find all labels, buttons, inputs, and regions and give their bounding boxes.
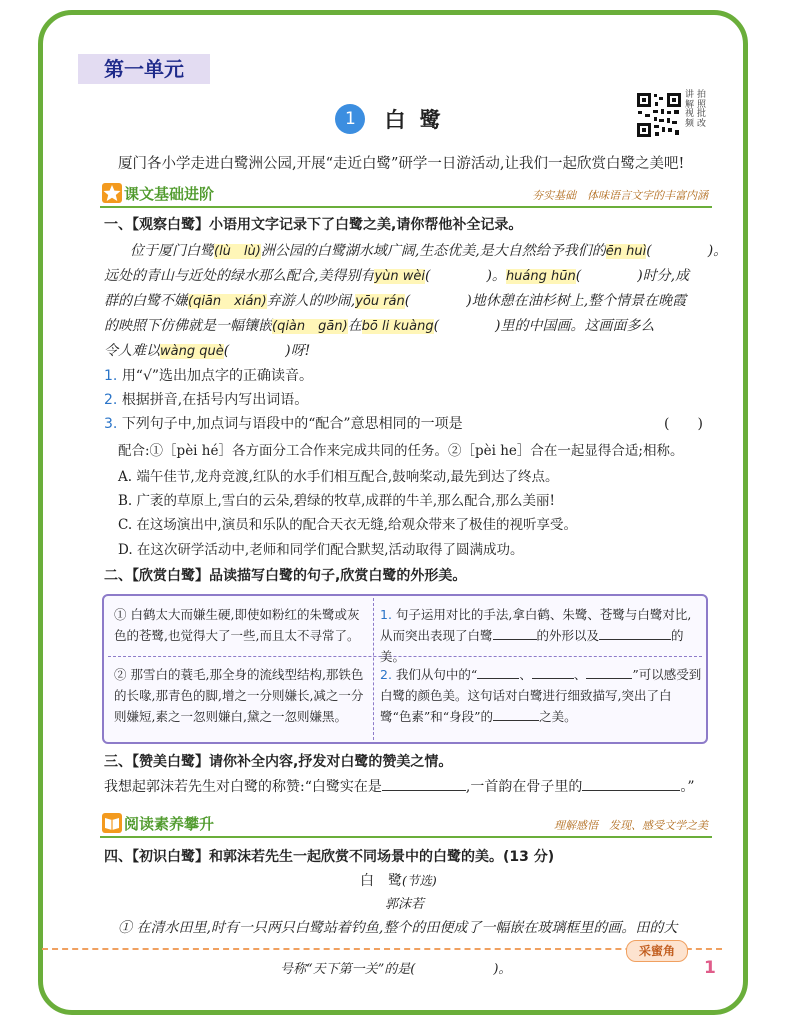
q1-option-c[interactable]: C. 在这场演出中,演员和乐队的配合天衣无缝,给观众带来了极佳的视听享受。 xyxy=(118,517,578,533)
section-reading-subtitle: 理解感悟 发现、感受文学之美 xyxy=(554,819,708,832)
q1-line-1: 位于厦门白鹭(lù lù)洲公园的白鹭湖水域广阔,生态优美,是大自然给予我们的ēn huì( )。 xyxy=(130,243,728,259)
q1-option-d[interactable]: D. 在这次研学活动中,老师和同学们配合默契,活动取得了圆满成功。 xyxy=(118,542,524,558)
q2-sentence-1: ① 白鹤太大而嫌生硬,即使如粉红的朱鹭或灰色的苍鹭,也觉得大了一些,而且太不寻常了。 xyxy=(114,607,360,643)
lesson-number-badge: 1 xyxy=(335,104,365,134)
section-basic-header xyxy=(100,182,712,208)
q1-line-4: 的映照下仿佛就是一幅镶嵌(qiàn gān)在bō li kuàng( )里的中国画。这画面多么 xyxy=(104,318,655,334)
blank-2[interactable] xyxy=(599,639,671,640)
q1-item-1: 1. 用“√”选出加点字的正确读音。 xyxy=(104,368,314,384)
page-number: 1 xyxy=(704,958,716,978)
passage-para-1: ① 在清水田里,时有一只两只白鹭站着钓鱼,整个的田便成了一幅嵌在玻璃框里的画。田的大 xyxy=(118,920,678,936)
intro-text: 厦门各小学走进白鹭洲公园,开展“走近白鹭”研学一日游活动,让我们一起欣赏白鹭之美吧! xyxy=(118,156,685,172)
q3-line: 我想起郭沫若先生对白鹭的称赞:“白鹭实在是 ,一首韵在骨子里的 。” xyxy=(104,779,695,795)
q1-option-a[interactable]: A. 端午佳节,龙舟竞渡,红队的水手们相互配合,鼓响桨动,最先到达了终点。 xyxy=(118,469,559,485)
blank-4[interactable] xyxy=(532,678,574,679)
q1-title: 一、【观察白鹭】小语用文字记录下了白鹭之美,请你帮他补全记录。 xyxy=(104,217,523,233)
lesson-title-row xyxy=(0,104,790,134)
passage-author: 郭沫若 xyxy=(385,897,425,912)
book-badge-icon xyxy=(102,813,122,833)
blank-7[interactable] xyxy=(382,790,466,791)
q2-sentence-2: ② 那雪白的蓑毛,那全身的流线型结构,那铁色的长喙,那青色的脚,增之一分则嫌长,减之一分则嫌短,素之一忽则嫌白,黛之一忽则嫌黑。 xyxy=(114,667,364,724)
section-reading-label: 阅读素养攀升 xyxy=(124,815,215,833)
blank-3[interactable] xyxy=(477,678,519,679)
passage-title: 白 鹭(节选) xyxy=(360,873,437,889)
q1-line-2: 远处的青山与近处的绿水那么配合,美得别有yùn wèi( )。huáng hūn( )时分,成 xyxy=(104,268,690,284)
q1-item-2: 2. 根据拼音,在括号内写出词语。 xyxy=(104,392,309,408)
q1-line-3: 群的白鹭不嫌(qiān xián)弃游人的吵闹,yōu rán( )地休憩在油杉树上,整个情景在晚霞 xyxy=(104,293,687,309)
q2-title: 二、【欣赏白鹭】品读描写白鹭的句子,欣赏白鹭的外形美。 xyxy=(104,568,467,584)
unit-tab: 第一单元 xyxy=(78,54,210,84)
section-basic-subtitle: 夯实基础 体味语言文字的丰富内涵 xyxy=(532,189,708,202)
q2-answer-2: 2. 我们从句中的“ 、 、 ”可以感受到白鹭的颜色美。这句话对白鹭进行细致描写,突出了白鹭“色素”和“身段”的 之美。 xyxy=(380,667,702,724)
q1-option-b[interactable]: B. 广袤的草原上,雪白的云朵,碧绿的牧草,成群的牛羊,那么配合,那么美丽! xyxy=(118,493,555,509)
blank-6[interactable] xyxy=(493,720,539,721)
footer-divider xyxy=(42,948,722,950)
blank-5[interactable] xyxy=(586,678,632,679)
blank-1[interactable] xyxy=(493,639,537,640)
q2-table-vdivider xyxy=(373,598,374,740)
q3-title: 三、【赞美白鹭】请你补全内容,抒发对白鹭的赞美之情。 xyxy=(104,754,453,770)
q1-item-3: 3. 下列句子中,加点词与语段中的“配合”意思相同的一项是 xyxy=(104,416,463,432)
q2-answer-1: 1. 句子运用对比的手法,拿白鹤、朱鹭、苍鹭与白鹭对比,从而突出表现了白鹭 的外形以及 的美。 xyxy=(380,607,692,664)
section-basic-label: 课文基础进阶 xyxy=(124,185,215,203)
q1-definition: 配合:①［pèi hé］各方面分工合作来完成共同的任务。②［pèi he］合在一起显得合适;相称。 xyxy=(118,443,684,459)
q4-title: 四、【初识白鹭】和郭沫若先生一起欣赏不同场景中的白鹭的美。(13 分) xyxy=(104,849,555,865)
star-badge-icon xyxy=(102,183,122,203)
footer-caimi-badge: 采蜜角 xyxy=(626,940,688,962)
blank-8[interactable] xyxy=(582,790,680,791)
qr-label-2: 拍照批改 xyxy=(697,90,707,129)
section-reading-header xyxy=(100,812,712,838)
lesson-title: 白鹭 xyxy=(384,107,455,132)
q1-line-5: 令人难以wàng què( )呀! xyxy=(104,343,311,359)
footer-note: 号称“天下第一关”的是( )。 xyxy=(280,962,512,977)
q1-answer-paren[interactable]: ( ) xyxy=(664,416,703,432)
qr-label: 讲解视频 xyxy=(685,90,695,129)
